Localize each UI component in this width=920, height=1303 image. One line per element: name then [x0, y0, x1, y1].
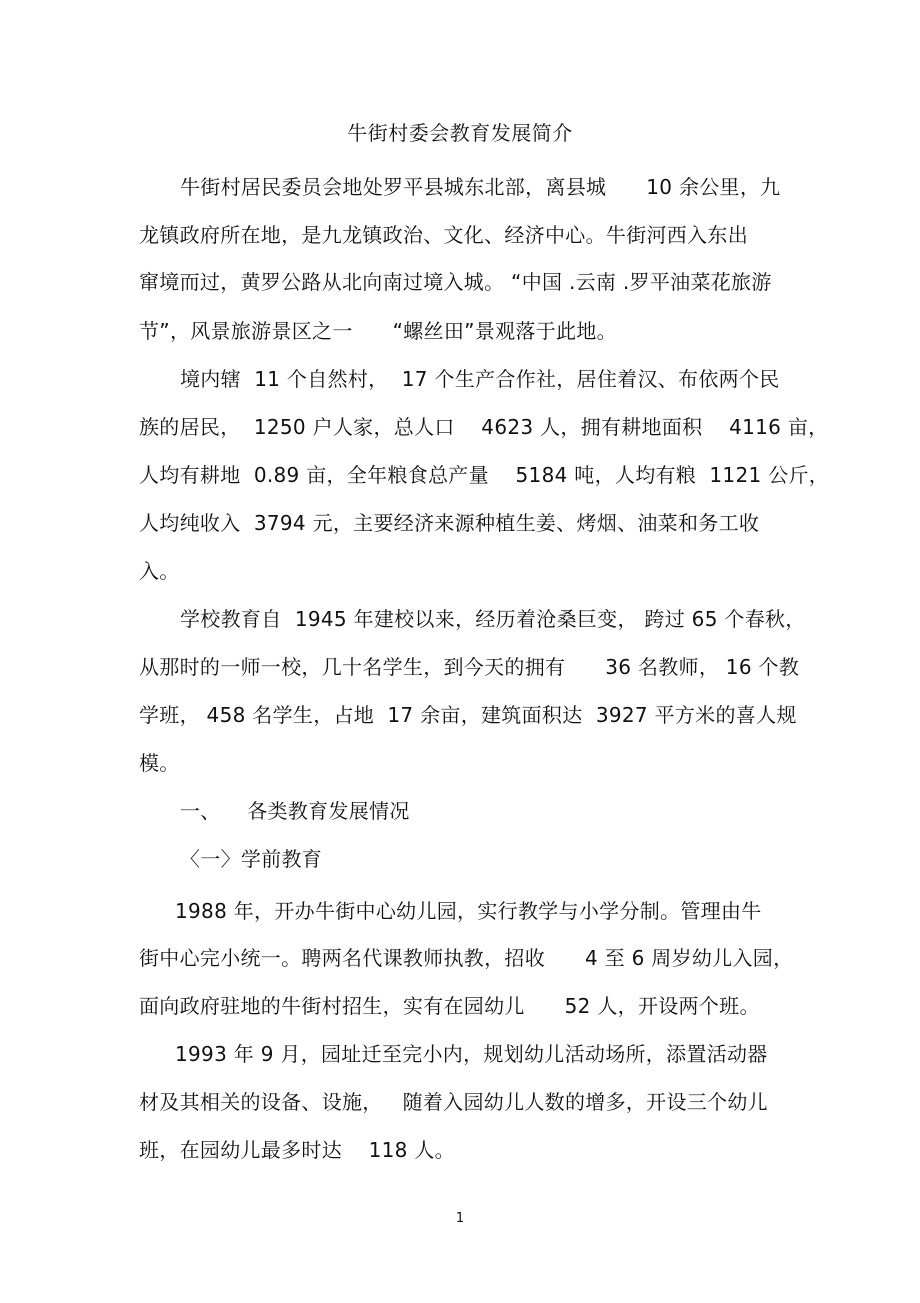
page-number: 1	[455, 1211, 465, 1226]
text-line: 族的居民， 1250 户人家，总人口 4623 人，拥有耕地面积 4116 亩，	[139, 415, 829, 439]
text-line: 人均纯收入 3794 元，主要经济来源种植生姜、烤烟、油菜和务工收	[139, 511, 760, 535]
text-line: 人均有耕地 0.89 亩，全年粮食总产量 5184 吨，人均有粮 1121 公斤，	[139, 463, 830, 487]
text-line: 学班， 458 名学生，占地 17 余亩，建筑面积达 3927 平方米的喜人规	[139, 703, 797, 727]
text-line: 1993 年 9 月，园址迁至完小内，规划幼儿活动场所，添置活动器	[175, 1042, 768, 1066]
text-line: 面向政府驻地的牛街村招生，实有在园幼儿 52 人，开设两个班。	[139, 994, 760, 1018]
text-line: 模。	[139, 751, 180, 775]
text-line: 牛街村居民委员会地处罗平县城东北部，离县城 10 余公里，九	[180, 175, 781, 199]
text-line: 学校教育自 1945 年建校以来，经历着沧桑巨变， 跨过 65 个春秋，	[180, 607, 806, 631]
text-line: 1988 年，开办牛街中心幼儿园，实行教学与小学分制。管理由牛	[175, 899, 762, 923]
text-line: 节”，风景旅游景区之一 “螺丝田”景观落于此地。	[139, 319, 617, 343]
text-line: 班，在园幼儿最多时达 118 人。	[139, 1138, 455, 1162]
section-heading: 一、 各类教育发展情况	[180, 799, 410, 823]
text-line: 窜境而过，黄罗公路从北向南过境入城。 “中国 .云南 .罗平油菜花旅游	[139, 270, 772, 294]
subsection-heading: 〈一〉学前教育	[180, 847, 323, 871]
text-line: 入。	[139, 559, 180, 583]
text-line: 从那时的一师一校，几十名学生，到今天的拥有 36 名教师， 16 个教	[139, 655, 800, 679]
text-line: 街中心完小统一。聘两名代课教师执教，招收 4 至 6 周岁幼儿入园，	[139, 946, 794, 970]
text-line: 材及其相关的设备、设施， 随着入园幼儿人数的增多，开设三个幼儿	[139, 1090, 768, 1114]
text-line: 龙镇政府所在地，是九龙镇政治、文化、经济中心。牛街河西入东出	[139, 223, 748, 247]
document-title: 牛街村委会教育发展简介	[347, 121, 573, 145]
text-line: 境内辖 11 个自然村， 17 个生产合作社，居住着汉、布依两个民	[180, 367, 780, 391]
